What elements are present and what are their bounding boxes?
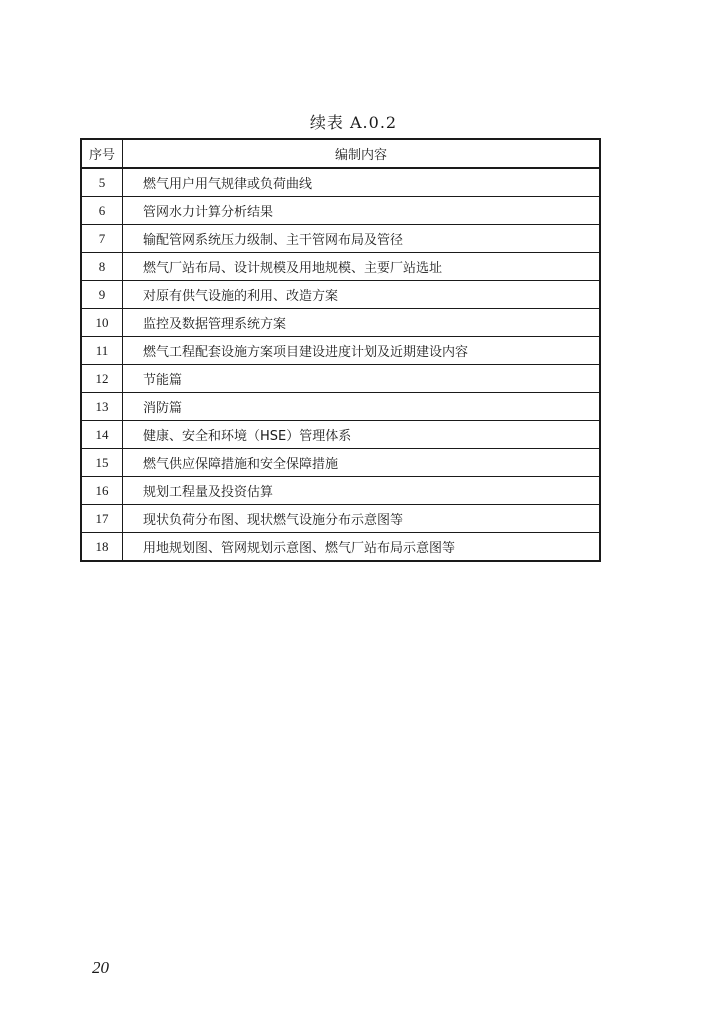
row-number: 7: [81, 225, 123, 253]
table-row: [81, 533, 600, 562]
row-content: 管网水力计算分析结果: [123, 197, 601, 225]
table-row: [81, 393, 600, 421]
row-number: 10: [81, 309, 123, 337]
row-number: 14: [81, 421, 123, 449]
header-content: 编制内容: [123, 139, 601, 168]
table-row: [81, 365, 600, 393]
table-row: [81, 505, 600, 533]
table-row: [81, 337, 600, 365]
table-row: [81, 168, 600, 197]
row-number: 8: [81, 253, 123, 281]
table-row: [81, 477, 600, 505]
row-content: 现状负荷分布图、现状燃气设施分布示意图等: [123, 505, 601, 533]
row-number: 9: [81, 281, 123, 309]
row-number: 5: [81, 168, 123, 197]
row-content: 消防篇: [123, 393, 601, 421]
row-number: 16: [81, 477, 123, 505]
table-row: [81, 253, 600, 281]
row-content: 燃气供应保障措施和安全保障措施: [123, 449, 601, 477]
content-table: [80, 138, 601, 562]
row-content: 规划工程量及投资估算: [123, 477, 601, 505]
table-header-row: [81, 139, 600, 168]
page-number: 20: [92, 958, 109, 977]
table-row: [81, 449, 600, 477]
table-row: [81, 309, 600, 337]
table-row: [81, 421, 600, 449]
table-row: [81, 225, 600, 253]
table-title: 续表 A.0.2: [309, 113, 398, 132]
row-content: 对原有供气设施的利用、改造方案: [123, 281, 601, 309]
row-content: 健康、安全和环境（HSE）管理体系: [123, 421, 601, 449]
row-content: 输配管网系统压力级制、主干管网布局及管径: [123, 225, 601, 253]
row-content: 监控及数据管理系统方案: [123, 309, 601, 337]
header-serial-number: 序号: [81, 139, 123, 168]
row-number: 12: [81, 365, 123, 393]
row-content: 燃气厂站布局、设计规模及用地规模、主要厂站选址: [123, 253, 601, 281]
row-content: 用地规划图、管网规划示意图、燃气厂站布局示意图等: [123, 533, 601, 562]
row-number: 15: [81, 449, 123, 477]
table-row: [81, 281, 600, 309]
row-number: 17: [81, 505, 123, 533]
row-number: 18: [81, 533, 123, 562]
row-number: 13: [81, 393, 123, 421]
row-content: 燃气工程配套设施方案项目建设进度计划及近期建设内容: [123, 337, 601, 365]
row-content: 节能篇: [123, 365, 601, 393]
row-number: 11: [81, 337, 123, 365]
table-row: [81, 197, 600, 225]
row-content: 燃气用户用气规律或负荷曲线: [123, 168, 601, 197]
row-number: 6: [81, 197, 123, 225]
